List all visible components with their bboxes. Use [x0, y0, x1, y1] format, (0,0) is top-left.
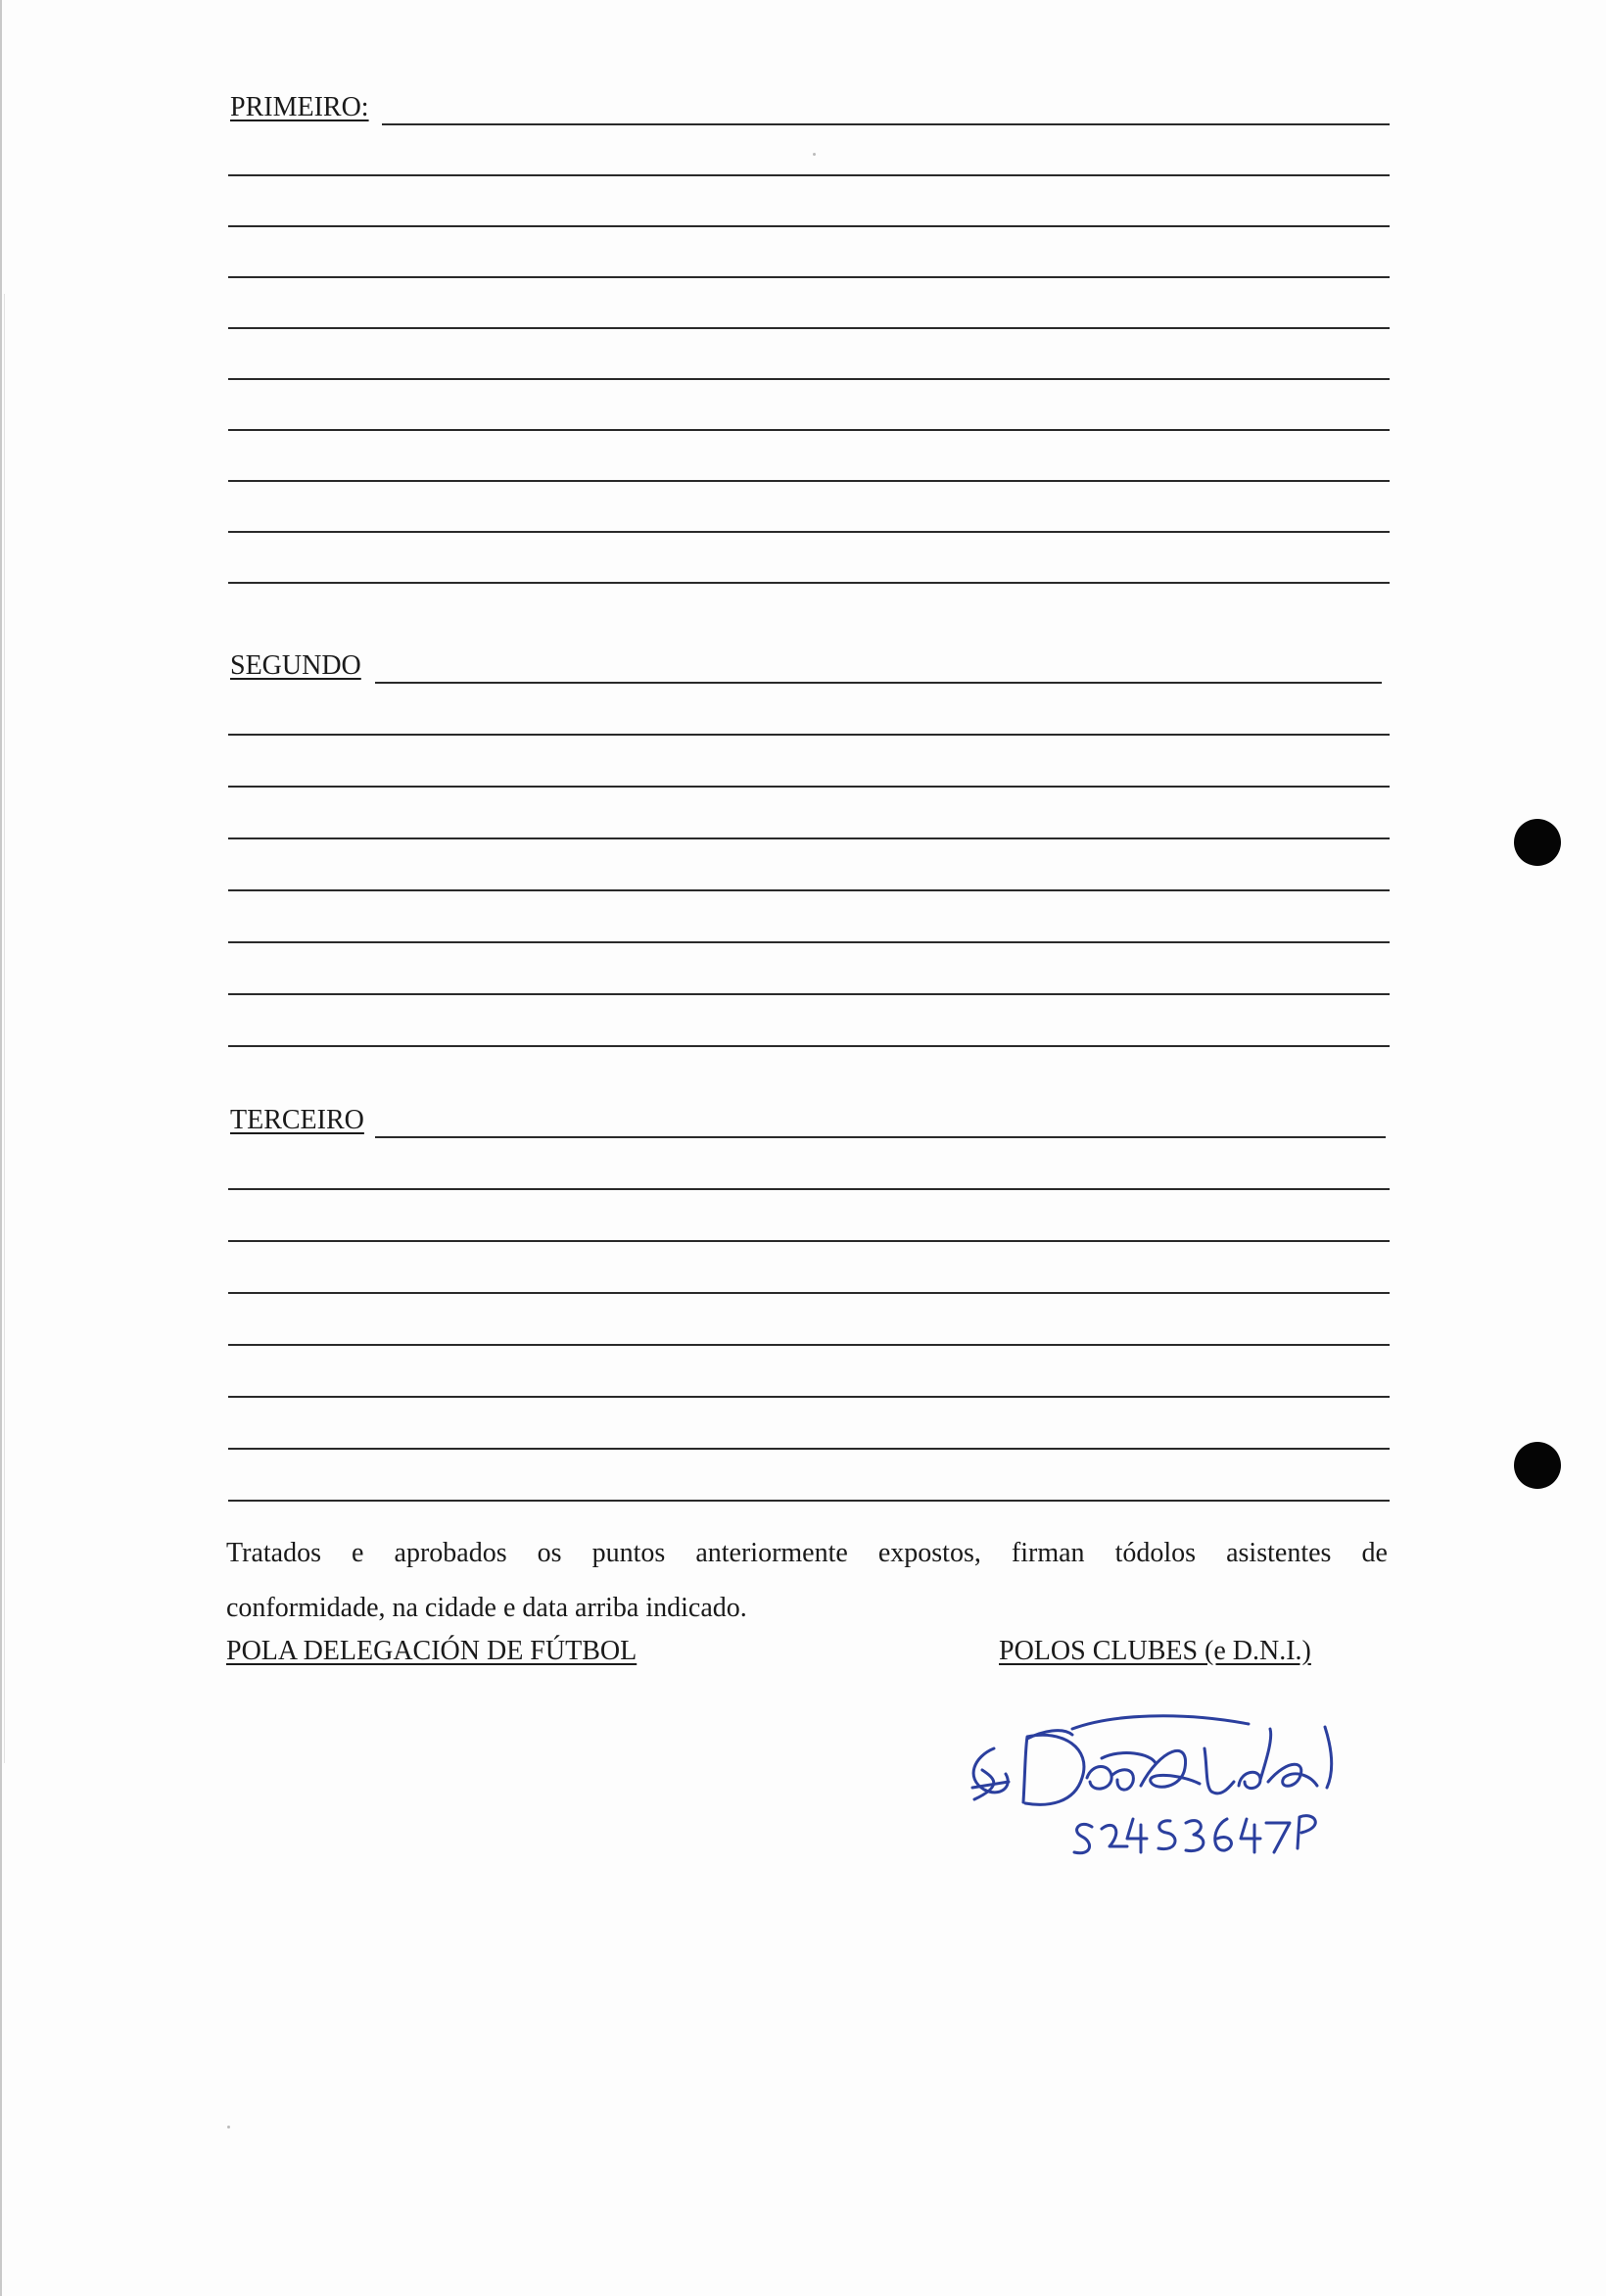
writing-line[interactable]	[228, 429, 1390, 431]
writing-line[interactable]	[228, 941, 1390, 943]
closing-word: expostos,	[877, 1538, 981, 1568]
writing-line[interactable]	[228, 889, 1390, 891]
writing-line[interactable]	[228, 1292, 1390, 1294]
writing-line[interactable]	[228, 378, 1390, 380]
writing-line[interactable]	[382, 123, 1390, 125]
writing-line[interactable]	[228, 1188, 1390, 1190]
section-segundo	[228, 645, 1390, 1047]
closing-word: puntos	[591, 1538, 666, 1568]
section-heading: SEGUNDO	[230, 650, 361, 681]
closing-line-1	[226, 1526, 1388, 1581]
writing-line[interactable]	[228, 837, 1390, 839]
section-heading-row	[228, 1099, 1390, 1138]
writing-line[interactable]	[228, 174, 1390, 176]
writing-line[interactable]	[228, 327, 1390, 329]
binder-punch-hole	[1514, 819, 1561, 866]
writing-line[interactable]	[375, 682, 1382, 684]
writing-line[interactable]	[228, 1500, 1390, 1502]
delegation-signature-label: POLA DELEGACIÓN DE FÚTBOL	[226, 1636, 638, 1666]
scan-speck	[227, 2126, 230, 2129]
closing-word: de	[1361, 1538, 1388, 1568]
writing-lines	[228, 174, 1390, 584]
closing-line-2: conformidade, na cidade e data arriba indicado.	[226, 1593, 747, 1623]
writing-line[interactable]	[228, 531, 1390, 533]
writing-line[interactable]	[228, 786, 1390, 788]
closing-word: Tratados	[226, 1538, 321, 1568]
scan-edge	[0, 0, 2, 2296]
writing-line[interactable]	[228, 582, 1390, 584]
closing-word: aprobados	[394, 1538, 507, 1568]
writing-line[interactable]	[228, 1396, 1390, 1398]
clubs-signature-label: POLOS CLUBES (e D.N.I.)	[999, 1636, 1311, 1666]
section-heading-row	[228, 645, 1390, 684]
writing-line[interactable]	[228, 1344, 1390, 1346]
writing-line[interactable]	[228, 480, 1390, 482]
closing-word: tódolos	[1114, 1538, 1197, 1568]
writing-line[interactable]	[228, 1448, 1390, 1450]
handwritten-signature	[955, 1709, 1366, 1866]
section-heading-row	[228, 86, 1390, 125]
writing-line[interactable]	[228, 276, 1390, 278]
section-heading: TERCEIRO	[230, 1105, 364, 1135]
closing-word: asistentes	[1226, 1538, 1332, 1568]
writing-line[interactable]	[228, 993, 1390, 995]
writing-line[interactable]	[228, 225, 1390, 227]
writing-line[interactable]	[375, 1136, 1386, 1138]
closing-word: firman	[1011, 1538, 1085, 1568]
closing-paragraph	[226, 1526, 1388, 1636]
binder-punch-hole	[1514, 1442, 1561, 1489]
section-primeiro	[228, 86, 1390, 584]
scan-speck	[813, 153, 816, 156]
writing-line[interactable]	[228, 734, 1390, 736]
writing-line[interactable]	[228, 1045, 1390, 1047]
writing-line[interactable]	[228, 1240, 1390, 1242]
closing-word: anteriormente	[695, 1538, 848, 1568]
writing-lines	[228, 734, 1390, 1047]
scan-edge-shadow	[4, 294, 5, 1763]
writing-lines	[228, 1188, 1390, 1502]
section-terceiro	[228, 1099, 1390, 1502]
section-heading: PRIMEIRO:	[230, 92, 369, 122]
closing-word: os	[537, 1538, 562, 1568]
closing-word: e	[352, 1538, 364, 1568]
